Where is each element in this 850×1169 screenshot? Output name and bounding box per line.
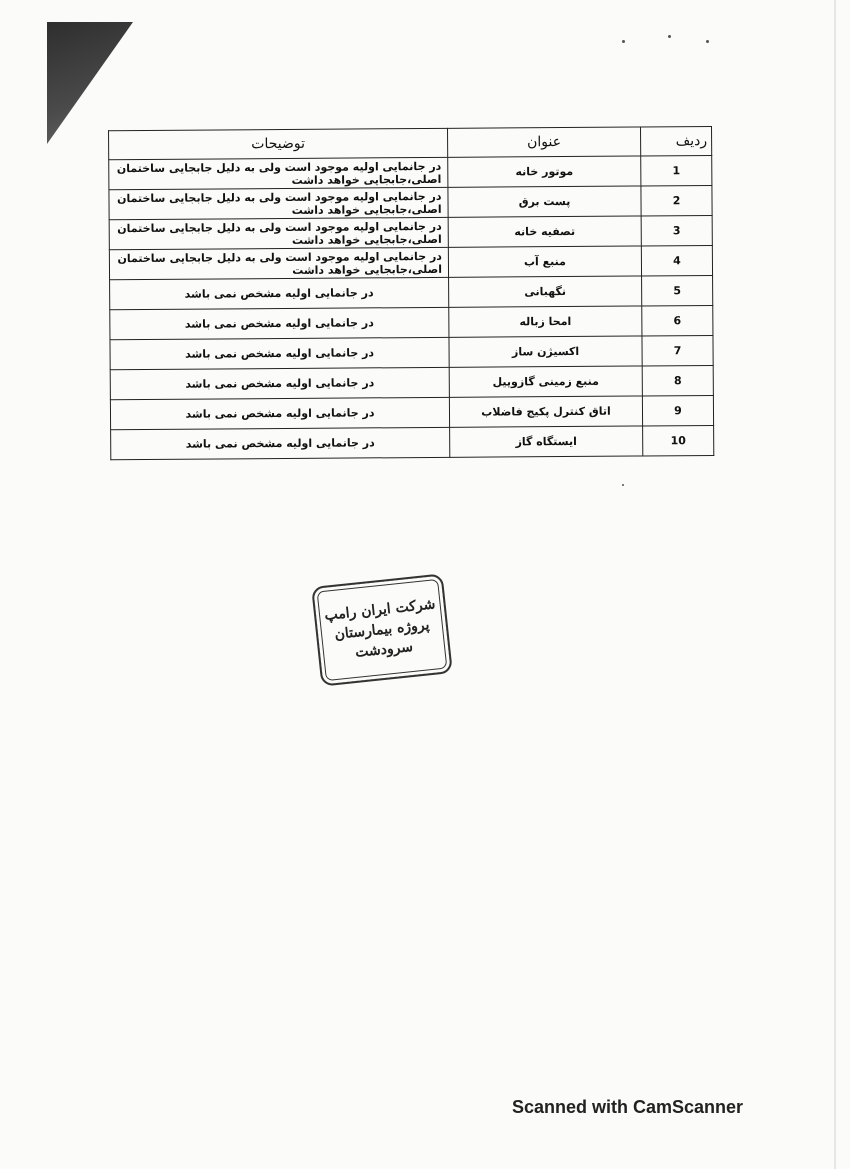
table-row <box>110 365 713 399</box>
company-stamp <box>311 573 453 686</box>
header-title: عنوان <box>448 127 641 157</box>
table-header-row <box>109 127 712 160</box>
row-number: 6 <box>642 305 713 335</box>
row-title: اکسیژن ساز <box>449 336 642 367</box>
row-title: ایستگاه گاز <box>450 426 643 457</box>
row-title: تصفیه خانه <box>448 216 641 247</box>
stamp-line-company: شرکت ایران رامپ <box>323 596 437 624</box>
facilities-table <box>108 126 714 460</box>
row-number: 10 <box>643 425 714 455</box>
row-description: در جانمایی اولیه مشخص نمی باشد <box>110 397 449 429</box>
row-title: پست برق <box>448 186 641 217</box>
scan-speck <box>622 484 624 486</box>
row-number: 8 <box>642 365 713 395</box>
row-description: در جانمایی اولیه مشخص نمی باشد <box>111 427 450 459</box>
row-description: در جانمایی اولیه موجود است ولی به دلیل جابجایی ساختمان اصلی،جابجایی خواهد داشت <box>109 217 448 249</box>
stamp-line-location: سرودشت <box>354 638 414 661</box>
row-description: در جانمایی اولیه موجود است ولی به دلیل جابجایی ساختمان اصلی،جابجایی خواهد داشت <box>109 247 448 279</box>
table-row <box>110 305 713 339</box>
table-row <box>109 186 712 220</box>
table-row <box>109 246 712 280</box>
row-title: منبع زمینی گازوییل <box>449 366 642 397</box>
scan-speck <box>668 35 671 38</box>
scan-speck <box>622 40 625 43</box>
row-title: موتور خانه <box>448 156 641 187</box>
page-edge <box>834 0 836 1169</box>
table-row <box>110 335 713 369</box>
row-title: نگهبانی <box>449 276 642 307</box>
table-row <box>110 395 713 429</box>
row-description: در جانمایی اولیه موجود است ولی به دلیل جابجایی ساختمان اصلی،جابجایی خواهد داشت <box>109 157 448 189</box>
header-row-number: ردیف <box>641 127 712 156</box>
row-number: 1 <box>641 156 712 186</box>
row-number: 4 <box>641 246 712 276</box>
row-description: در جانمایی اولیه موجود است ولی به دلیل جابجایی ساختمان اصلی،جابجایی خواهد داشت <box>109 187 448 219</box>
row-number: 9 <box>642 395 713 425</box>
table-body <box>109 156 714 460</box>
row-number: 2 <box>641 186 712 216</box>
row-number: 7 <box>642 335 713 365</box>
table-row <box>110 275 713 309</box>
row-description: در جانمایی اولیه مشخص نمی باشد <box>110 307 449 339</box>
row-description: در جانمایی اولیه مشخص نمی باشد <box>110 367 449 399</box>
scanner-watermark: Scanned with CamScanner <box>512 1097 744 1117</box>
scan-speck <box>706 40 709 43</box>
scan-corner-shadow <box>47 22 133 144</box>
stamp-line-project: پروژه بیمارستان <box>333 617 431 643</box>
row-title: منبع آب <box>448 246 641 277</box>
table-row <box>111 425 714 459</box>
table-row <box>109 156 712 190</box>
row-description: در جانمایی اولیه مشخص نمی باشد <box>110 277 449 309</box>
header-description: توضیحات <box>109 128 448 159</box>
row-number: 3 <box>641 216 712 246</box>
row-title: امحا زباله <box>449 306 642 337</box>
row-title: اتاق کنترل پکیج فاضلاب <box>449 396 642 427</box>
table-row <box>109 216 712 250</box>
row-number: 5 <box>642 275 713 305</box>
row-description: در جانمایی اولیه مشخص نمی باشد <box>110 337 449 369</box>
